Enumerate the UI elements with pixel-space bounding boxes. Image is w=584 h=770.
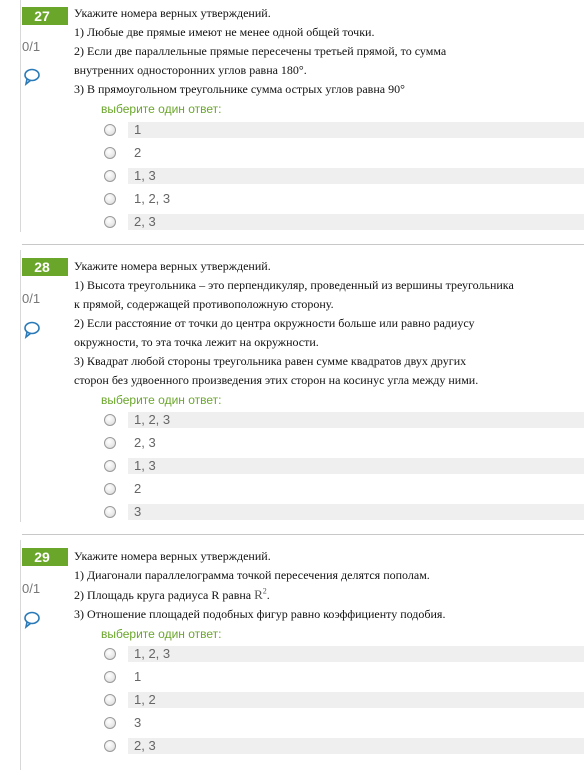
answer-option[interactable] xyxy=(104,411,584,434)
divider xyxy=(22,534,584,535)
answer-prompt: выберите один ответ: xyxy=(101,102,222,116)
answer-option[interactable] xyxy=(104,714,584,737)
answer-prompt: выберите один ответ: xyxy=(101,627,222,641)
answer-label: 3 xyxy=(134,504,142,519)
answer-option[interactable] xyxy=(104,503,584,526)
answer-label: 1, 2, 3 xyxy=(134,191,171,206)
answer-label: 1, 2, 3 xyxy=(134,646,171,661)
question-line: 1) Высота треугольника – это перпендикуляр, проведенный из вершины треугольника xyxy=(74,278,514,292)
question-text xyxy=(74,4,574,99)
answer-label: 1, 2, 3 xyxy=(134,412,171,427)
radio-button[interactable] xyxy=(104,437,116,449)
answer-label: 1 xyxy=(134,669,142,684)
answer-option[interactable] xyxy=(104,480,584,503)
answer-option[interactable] xyxy=(104,737,584,760)
answer-option[interactable] xyxy=(104,434,584,457)
answer-label: 3 xyxy=(134,715,142,730)
answer-option[interactable] xyxy=(104,691,584,714)
question-line: 1) Любые две прямые имеют не менее одной общей точки. xyxy=(74,25,375,39)
answer-label: 1, 2 xyxy=(134,692,156,707)
question-number-badge: 28 xyxy=(22,258,68,276)
question-number-badge: 29 xyxy=(22,548,68,566)
radio-button[interactable] xyxy=(104,460,116,472)
question-score: 0/1 xyxy=(22,291,41,306)
comment-bubble-icon[interactable] xyxy=(22,67,42,87)
answer-label: 2 xyxy=(134,481,142,496)
question-line: Укажите номера верных утверждений. xyxy=(74,549,271,563)
radio-button[interactable] xyxy=(104,694,116,706)
area-formula: $R^2$ xyxy=(254,586,267,602)
question-line: 3) Отношение площадей подобных фигур равно коэффициенту подобия. xyxy=(74,607,446,621)
answer-option[interactable] xyxy=(104,167,584,190)
radio-button[interactable] xyxy=(104,671,116,683)
question-text xyxy=(74,257,574,390)
answer-option[interactable] xyxy=(104,190,584,213)
radio-button[interactable] xyxy=(104,216,116,228)
radio-button[interactable] xyxy=(104,414,116,426)
question-line: сторон без удвоенного произведения этих сторон на косинус угла между ними. xyxy=(74,373,479,387)
question-line: к прямой, содержащей противоположную сторону. xyxy=(74,297,334,311)
answer-prompt: выберите один ответ: xyxy=(101,393,222,407)
answer-option[interactable] xyxy=(104,645,584,668)
answer-label: 2 xyxy=(134,145,142,160)
left-rule xyxy=(20,0,21,232)
question-line: 2) Если две параллельные прямые пересечены третьей прямой, то сумма xyxy=(74,44,447,58)
radio-button[interactable] xyxy=(104,648,116,660)
comment-bubble-icon[interactable] xyxy=(22,610,42,630)
comment-bubble-icon[interactable] xyxy=(22,320,42,340)
answer-option[interactable] xyxy=(104,457,584,480)
radio-button[interactable] xyxy=(104,717,116,729)
radio-button[interactable] xyxy=(104,193,116,205)
question-score: 0/1 xyxy=(22,581,41,596)
answer-option[interactable] xyxy=(104,213,584,236)
question-line: 2) Площадь круга радиуса R равна $R^2$. xyxy=(74,586,270,602)
question-number-badge: 27 xyxy=(22,7,68,25)
answer-list xyxy=(104,121,584,236)
radio-button[interactable] xyxy=(104,506,116,518)
question-line: Укажите номера верных утверждений. xyxy=(74,6,271,20)
radio-button[interactable] xyxy=(104,147,116,159)
question-line: внутренних односторонних углов равна 180°. xyxy=(74,63,307,77)
answer-option[interactable] xyxy=(104,144,584,167)
question-line: 3) Квадрат любой стороны треугольника равен сумме квадратов двух других xyxy=(74,354,467,368)
question-line: 3) В прямоугольном треугольнике сумма острых углов равна 90° xyxy=(74,82,405,96)
answer-option[interactable] xyxy=(104,121,584,144)
divider xyxy=(22,244,584,245)
question-text xyxy=(74,547,574,624)
answer-label: 2, 3 xyxy=(134,435,156,450)
answer-label: 1, 3 xyxy=(134,458,156,473)
answer-label: 2, 3 xyxy=(134,738,156,753)
answer-label: 1 xyxy=(134,122,142,137)
answer-list xyxy=(104,411,584,526)
left-rule xyxy=(20,540,21,770)
question-line: 2) Если расстояние от точки до центра окружности больше или равно радиусу xyxy=(74,316,475,330)
answer-option[interactable] xyxy=(104,668,584,691)
answer-label: 2, 3 xyxy=(134,214,156,229)
radio-button[interactable] xyxy=(104,170,116,182)
question-line: окружности, то эта точка лежит на окружности. xyxy=(74,335,319,349)
radio-button[interactable] xyxy=(104,483,116,495)
question-line: 1) Диагонали параллелограмма точкой пересечения делятся пополам. xyxy=(74,568,430,582)
answer-label: 1, 3 xyxy=(134,168,156,183)
question-score: 0/1 xyxy=(22,39,41,54)
radio-button[interactable] xyxy=(104,124,116,136)
left-rule xyxy=(20,250,21,522)
radio-button[interactable] xyxy=(104,740,116,752)
question-line: Укажите номера верных утверждений. xyxy=(74,259,271,273)
answer-list xyxy=(104,645,584,760)
